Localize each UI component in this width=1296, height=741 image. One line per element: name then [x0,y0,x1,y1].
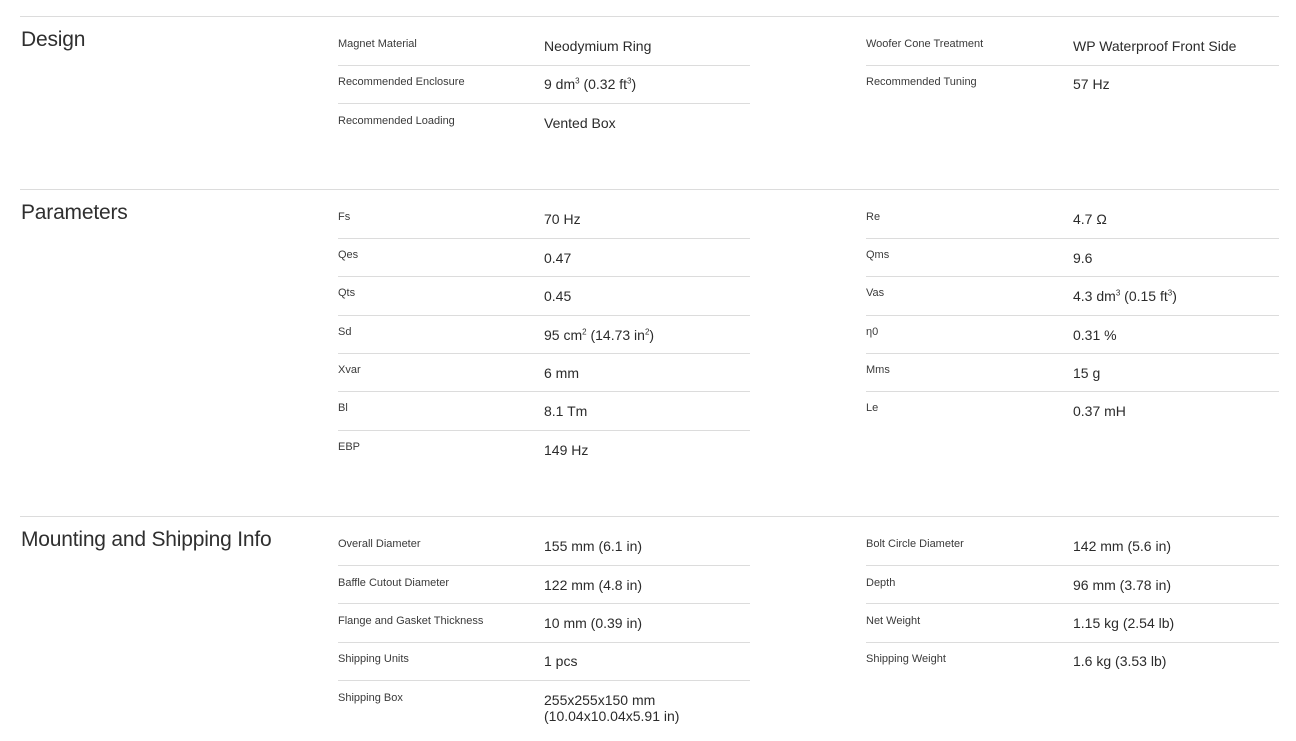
parameters-left-column [338,189,750,468]
spec-value: WP Waterproof Front Side [1073,38,1237,54]
spec-label: η0 [866,326,879,338]
spec-row [866,353,1279,391]
spec-row [866,189,1279,238]
spec-value: 0.47 [544,250,572,266]
spec-value: 0.37 mH [1073,403,1126,419]
section-title-parameters: Parameters [21,201,128,224]
spec-label: Le [866,402,879,414]
spec-value: 6 mm [544,365,579,381]
spec-label: EBP [338,441,361,453]
spec-value: 96 mm (3.78 in) [1073,577,1172,593]
design-right-column [866,16,1279,103]
spec-value: 149 Hz [544,442,589,458]
spec-row [866,565,1279,603]
spec-row [338,103,750,141]
spec-value: 9 $dm^3$ (0.32 $ft^3$) [544,76,637,92]
design-section [0,16,1296,189]
spec-label: Bolt Circle Diameter [866,538,964,550]
spec-label: Fs [338,211,351,223]
spec-label: Flange and Gasket Thickness [338,615,484,627]
spec-label: Overall Diameter [338,538,421,550]
spec-value: 10 mm (0.39 in) [544,615,643,631]
spec-value: 1.15 kg (2.54 lb) [1073,615,1175,631]
spec-label: Recommended Loading [338,115,455,127]
spec-row [866,65,1279,103]
spec-label: Baffle Cutout Diameter [338,577,450,589]
mounting-right-column [866,516,1279,680]
spec-label: Re [866,211,881,223]
spec-label: Vas [866,287,885,299]
spec-label: Qms [866,249,890,261]
spec-row [338,430,750,468]
spec-value: 122 mm (4.8 in) [544,577,643,593]
spec-value: 70 Hz [544,211,581,227]
spec-row [338,238,750,276]
parameters-section [0,189,1296,516]
spec-value-line2: (10.04x10.04x5.91 in) [544,708,680,724]
spec-value: Neodymium Ring [544,38,652,54]
spec-row [338,680,750,736]
parameters-right-column [866,189,1279,430]
design-left-column [338,16,750,141]
spec-value: 4.7 Ω [1073,211,1107,227]
spec-row [866,603,1279,642]
spec-label: Xvar [338,364,361,376]
spec-label: Sd [338,326,352,338]
spec-value: Vented Box [544,115,616,131]
spec-value: 4.3 $dm^3$ (0.15 $ft^3$) [1073,288,1177,304]
spec-row [338,642,750,680]
spec-value: 9.6 [1073,250,1093,266]
spec-row [866,16,1279,65]
spec-value: 255x255x150 mm [544,692,656,708]
spec-label: Shipping Weight [866,653,946,665]
spec-value: 0.31 % [1073,327,1117,343]
spec-row [866,238,1279,276]
spec-row [338,276,750,315]
spec-value: 95 $cm^2$ (14.73 $in^2$) [544,327,655,343]
spec-value: 155 mm (6.1 in) [544,538,643,554]
spec-row [338,516,750,565]
spec-value: 1.6 kg (3.53 lb) [1073,653,1167,669]
spec-row [338,65,750,103]
spec-row [338,565,750,603]
spec-label: Qts [338,287,356,299]
spec-label: Mms [866,364,890,376]
spec-label: Net Weight [866,615,921,627]
spec-label: Shipping Units [338,653,409,665]
spec-row [866,276,1279,315]
spec-row [338,391,750,430]
spec-label: Qes [338,249,359,261]
spec-label: Recommended Tuning [866,76,977,88]
mounting-section [0,516,1296,741]
spec-value: 15 g [1073,365,1101,381]
spec-label: Recommended Enclosure [338,76,465,88]
spec-row [866,516,1279,565]
spec-value: 0.45 [544,288,572,304]
spec-row [338,189,750,238]
section-title-design: Design [21,28,86,51]
spec-label: Depth [866,577,896,589]
spec-row [338,353,750,391]
section-title-mounting: Mounting and Shipping Info [21,528,272,551]
spec-label: Woofer Cone Treatment [866,38,984,50]
spec-value: 142 mm (5.6 in) [1073,538,1172,554]
spec-row [866,391,1279,430]
spec-value: 8.1 Tm [544,403,588,419]
spec-label: Shipping Box [338,692,403,704]
spec-label: Bl [338,402,348,414]
spec-value: 1 pcs [544,653,578,669]
spec-row [338,16,750,65]
spec-value: 57 Hz [1073,76,1110,92]
spec-row [338,603,750,642]
spec-row [866,315,1279,353]
spec-row [866,642,1279,680]
spec-row [338,315,750,353]
spec-label: Magnet Material [338,38,417,50]
mounting-left-column [338,516,750,736]
